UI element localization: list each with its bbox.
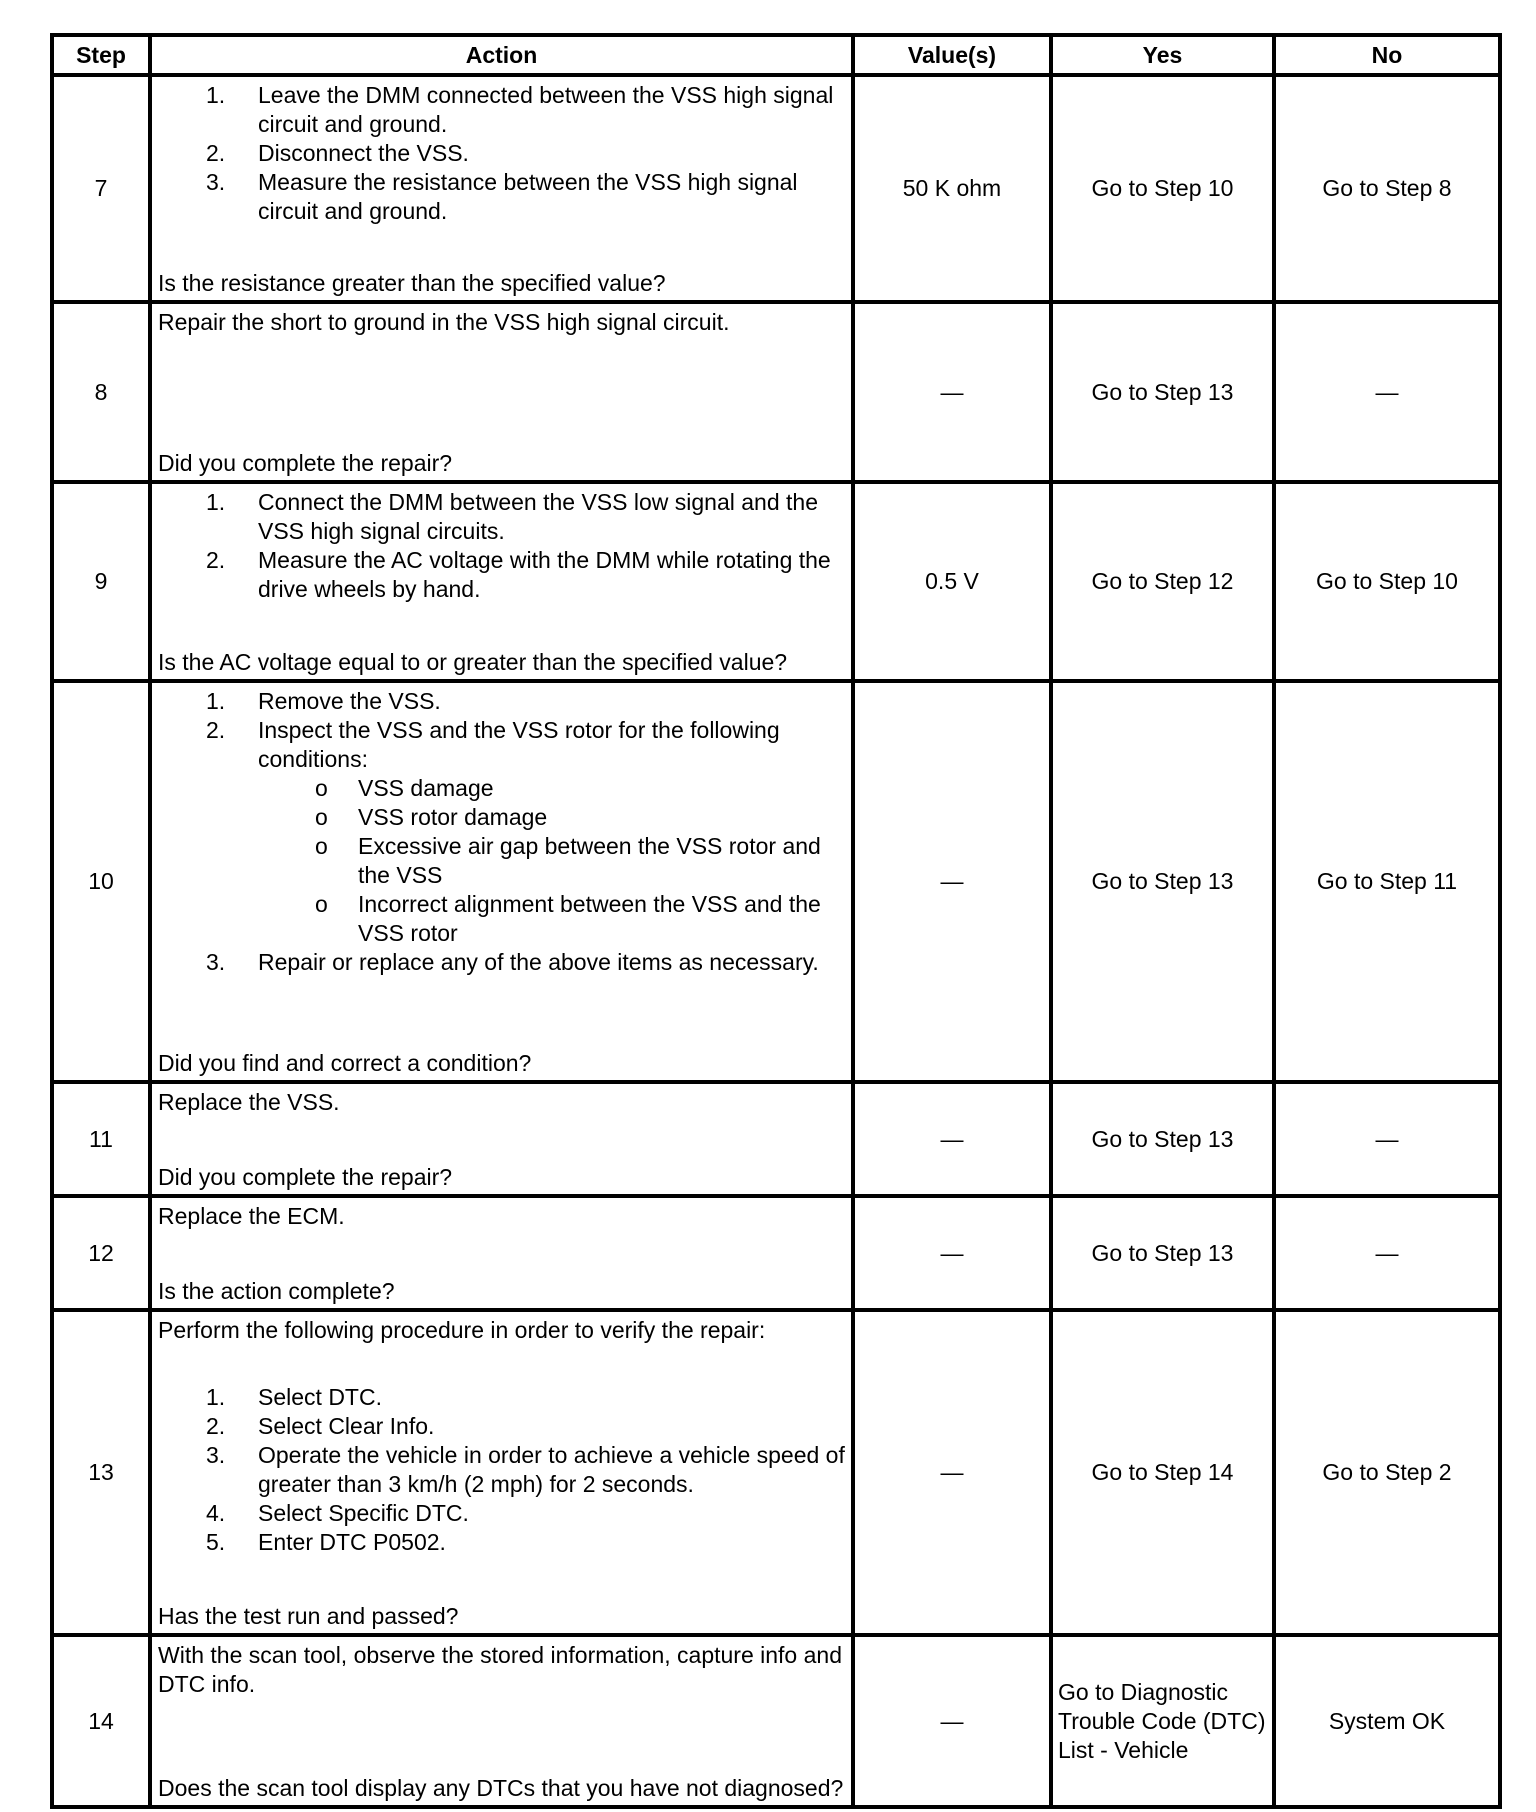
action-cell bbox=[150, 681, 853, 1082]
action-cell bbox=[150, 482, 853, 681]
yes-cell: Go to Step 12 bbox=[1051, 482, 1274, 681]
header-yes: Yes bbox=[1051, 35, 1274, 75]
action-intro: Replace the ECM. bbox=[158, 1203, 345, 1229]
action-cell bbox=[150, 1635, 853, 1807]
action-steps bbox=[158, 81, 845, 226]
spacer bbox=[158, 1345, 845, 1383]
table-row-step-10 bbox=[52, 681, 1500, 1082]
step-number: 11 bbox=[52, 1082, 150, 1196]
action-intro: With the scan tool, observe the stored information, capture info and DTC info. bbox=[158, 1642, 842, 1697]
yes-cell: Go to Diagnostic Trouble Code (DTC) List - Vehicle bbox=[1051, 1635, 1274, 1807]
list-item: 1. Select DTC. bbox=[206, 1384, 382, 1410]
step-number: 7 bbox=[52, 75, 150, 302]
table-row-step-9 bbox=[52, 482, 1500, 681]
list-item: 2. Inspect the VSS and the VSS rotor for the following conditions: o VSS damage o VSS rotor damage o Excessive air gap between the VSS rotor and the VSS o Incorrect alignment between the VSS and the VSS rotor bbox=[258, 716, 845, 948]
no-cell: Go to Step 10 bbox=[1274, 482, 1500, 681]
no-cell: — bbox=[1274, 1082, 1500, 1196]
condition-item: o VSS rotor damage bbox=[315, 804, 548, 830]
value-cell: — bbox=[853, 1082, 1051, 1196]
value-cell: 50 K ohm bbox=[853, 75, 1051, 302]
no-cell: — bbox=[1274, 302, 1500, 482]
yes-cell: Go to Step 13 bbox=[1051, 681, 1274, 1082]
header-no: No bbox=[1274, 35, 1500, 75]
list-item: 3. Measure the resistance between the VSS high signal circuit and ground. bbox=[206, 169, 798, 224]
action-cell bbox=[150, 75, 853, 302]
no-cell: Go to Step 2 bbox=[1274, 1310, 1500, 1635]
table-row-step-7 bbox=[52, 75, 1500, 302]
action-steps bbox=[158, 687, 845, 977]
action-question: Did you complete the repair? bbox=[158, 450, 453, 476]
step-number: 10 bbox=[52, 681, 150, 1082]
action-question: Did you find and correct a condition? bbox=[158, 1050, 532, 1076]
action-intro: Perform the following procedure in order to verify the repair: bbox=[158, 1317, 766, 1343]
condition-item: o Excessive air gap between the VSS rotor and the VSS bbox=[315, 833, 821, 888]
list-item: 1. Remove the VSS. bbox=[206, 688, 441, 714]
action-cell bbox=[150, 1310, 853, 1635]
list-item: 5. Enter DTC P0502. bbox=[206, 1529, 446, 1555]
step-number: 9 bbox=[52, 482, 150, 681]
yes-cell: Go to Step 10 bbox=[1051, 75, 1274, 302]
table-row-step-8 bbox=[52, 302, 1500, 482]
table-row-step-13 bbox=[52, 1310, 1500, 1635]
yes-cell: Go to Step 13 bbox=[1051, 302, 1274, 482]
value-cell: — bbox=[853, 681, 1051, 1082]
action-cell bbox=[150, 1082, 853, 1196]
action-cell bbox=[150, 302, 853, 482]
table-row-step-12 bbox=[52, 1196, 1500, 1310]
diagnostic-table bbox=[50, 33, 1502, 1809]
yes-cell: Go to Step 14 bbox=[1051, 1310, 1274, 1635]
action-question: Is the AC voltage equal to or greater than the specified value? bbox=[158, 649, 788, 675]
value-cell: — bbox=[853, 1196, 1051, 1310]
list-item: 2. Measure the AC voltage with the DMM while rotating the drive wheels by hand. bbox=[206, 547, 831, 602]
action-intro: Replace the VSS. bbox=[158, 1089, 340, 1115]
table-row-step-14 bbox=[52, 1635, 1500, 1807]
value-cell: — bbox=[853, 302, 1051, 482]
list-item: 1. Connect the DMM between the VSS low signal and the VSS high signal circuits. bbox=[206, 489, 818, 544]
header-row bbox=[52, 35, 1500, 75]
table-row-step-11 bbox=[52, 1082, 1500, 1196]
list-item: 3. Repair or replace any of the above items as necessary. bbox=[206, 949, 819, 975]
action-steps bbox=[158, 488, 845, 604]
condition-item: o Incorrect alignment between the VSS and the VSS rotor bbox=[315, 891, 821, 946]
step-number: 13 bbox=[52, 1310, 150, 1635]
condition-item: o VSS damage bbox=[315, 775, 494, 801]
action-steps bbox=[158, 1383, 845, 1557]
value-cell: — bbox=[853, 1635, 1051, 1807]
no-cell: System OK bbox=[1274, 1635, 1500, 1807]
header-step: Step bbox=[52, 35, 150, 75]
step-number: 14 bbox=[52, 1635, 150, 1807]
list-item: 3. Operate the vehicle in order to achieve a vehicle speed of greater than 3 km/h (2 mph) for 2 seconds. bbox=[206, 1442, 845, 1497]
list-item: 1. Leave the DMM connected between the VSS high signal circuit and ground. bbox=[206, 82, 834, 137]
no-cell: Go to Step 11 bbox=[1274, 681, 1500, 1082]
step-number: 8 bbox=[52, 302, 150, 482]
action-question: Has the test run and passed? bbox=[158, 1603, 459, 1629]
yes-cell: Go to Step 13 bbox=[1051, 1196, 1274, 1310]
action-question: Is the action complete? bbox=[158, 1278, 395, 1304]
action-cell bbox=[150, 1196, 853, 1310]
step-number: 12 bbox=[52, 1196, 150, 1310]
header-values: Value(s) bbox=[853, 35, 1051, 75]
header-action: Action bbox=[150, 35, 853, 75]
value-cell: — bbox=[853, 1310, 1051, 1635]
condition-list bbox=[258, 774, 845, 948]
action-question: Does the scan tool display any DTCs that you have not diagnosed? bbox=[158, 1775, 844, 1801]
action-question: Is the resistance greater than the specified value? bbox=[158, 270, 666, 296]
list-item: 4. Select Specific DTC. bbox=[206, 1500, 469, 1526]
yes-cell: Go to Step 13 bbox=[1051, 1082, 1274, 1196]
list-item: 2. Select Clear Info. bbox=[206, 1413, 435, 1439]
no-cell: — bbox=[1274, 1196, 1500, 1310]
value-cell: 0.5 V bbox=[853, 482, 1051, 681]
action-intro: Repair the short to ground in the VSS high signal circuit. bbox=[158, 309, 730, 335]
no-cell: Go to Step 8 bbox=[1274, 75, 1500, 302]
action-question: Did you complete the repair? bbox=[158, 1164, 453, 1190]
list-item: 2. Disconnect the VSS. bbox=[206, 140, 469, 166]
